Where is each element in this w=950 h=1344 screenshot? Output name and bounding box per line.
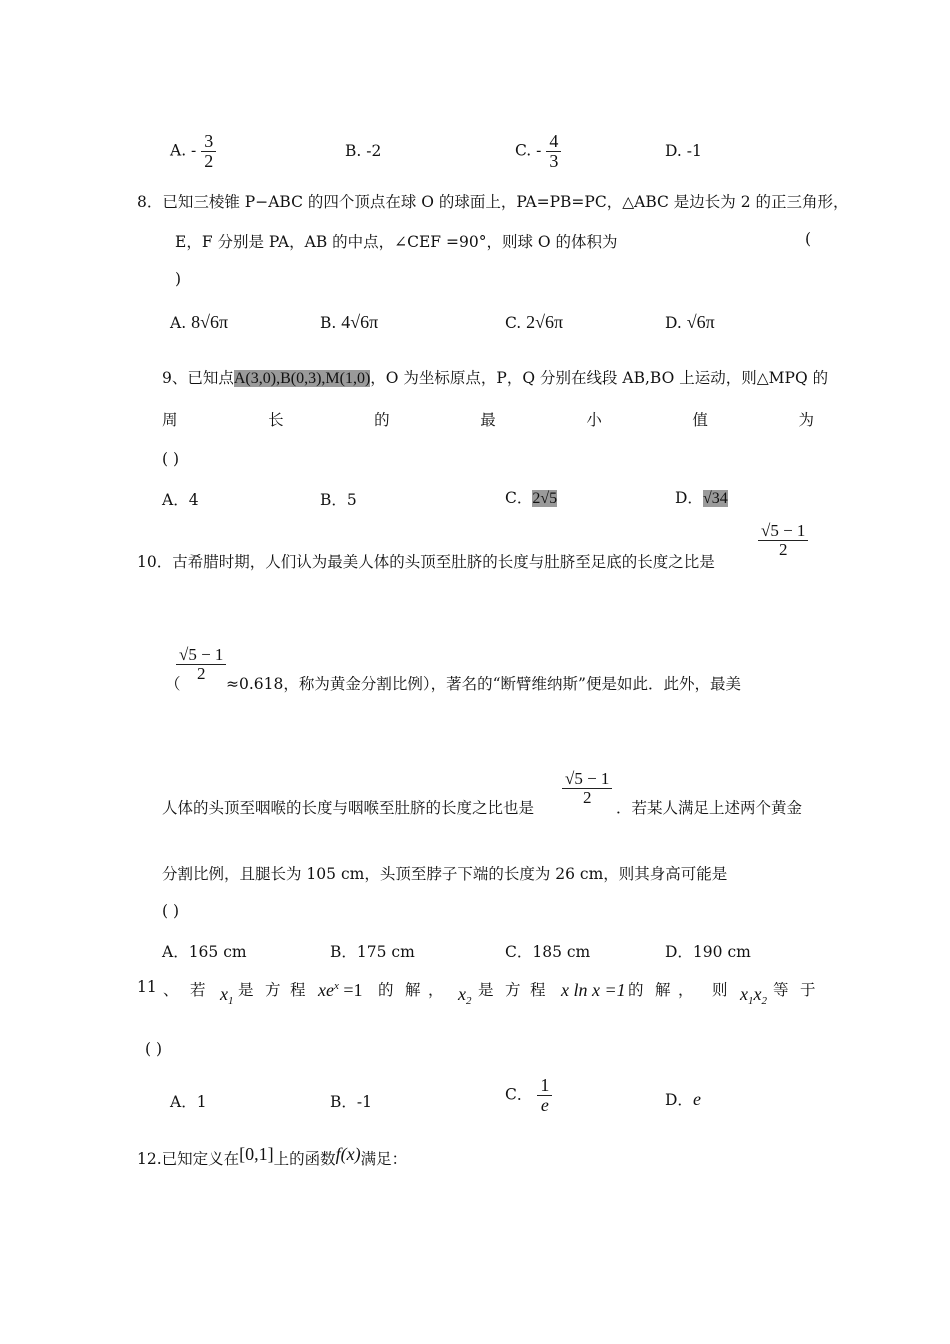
q8-option-c-label: C. <box>505 314 522 332</box>
q11-option-c <box>505 1076 552 1115</box>
q11-cheng: 程 <box>290 981 306 999</box>
q9-option-d-label: D． <box>675 489 703 507</box>
q11-shi-2: 是 <box>478 981 494 999</box>
q10-option-b: B．175 cm <box>330 943 415 961</box>
fraction-numerator: 1 <box>537 1076 552 1096</box>
q8-line1: 8．已知三棱锥 P−ABC 的四个顶点在球 O 的球面上，PA=PB=PC，△ABC 是边长为 2 的正三角形， <box>137 193 849 211</box>
q11-number: 11 <box>137 978 157 996</box>
q10-line4: 分割比例，且腿长为 105 cm，头顶至脖子下端的长度为 26 cm，则其身高可能是 <box>162 865 728 883</box>
q10-line2-open: （ <box>165 675 181 693</box>
q10-paren: ( ) <box>162 902 180 920</box>
q11-x1x2-sub-2: 2 <box>761 995 767 1007</box>
q11-jie-2: 解 <box>655 981 671 999</box>
q8-option-b-label: B. <box>320 314 337 332</box>
fraction-denominator: e <box>540 1094 549 1115</box>
q7-option-a-fraction <box>201 132 216 171</box>
q11-x1x2 <box>740 984 767 1007</box>
q11-x2 <box>458 984 472 1007</box>
q11-x1x2-var-2: x <box>753 984 762 1004</box>
q8-paren-open: ( <box>805 230 812 248</box>
q10-option-c: C．185 cm <box>505 943 591 961</box>
q9-option-d <box>675 486 728 508</box>
q11-de-1: 的 <box>378 981 394 999</box>
fraction-numerator: √5 − 1 <box>758 522 808 541</box>
q9-char: 值 <box>692 411 708 429</box>
q7-option-a-label: A. - <box>170 141 197 160</box>
q11-de-2: 的 <box>628 981 644 999</box>
q11-ruo: 若 <box>190 981 206 999</box>
q12-middle: 上的函数 <box>273 1150 336 1168</box>
q11-shi: 是 <box>238 981 254 999</box>
q11-yu: 于 <box>800 981 816 999</box>
q11-option-d-value: e <box>692 1089 701 1109</box>
q10-line3-tail: ．若某人满足上述两个黄金 <box>616 799 803 817</box>
q8-option-d <box>665 312 715 333</box>
q8-option-b <box>320 312 378 333</box>
q10-line3: 人体的头顶至咽喉的长度与咽喉至肚脐的长度之比也是 <box>162 799 535 817</box>
q7-a-numerator: 3 <box>201 132 216 152</box>
q11-x1-var: x <box>220 984 228 1004</box>
q9-points-highlight: A(3,0),B(0,3),M(1,0) <box>233 370 371 387</box>
q11-equation-1 <box>318 980 363 1001</box>
fraction-numerator: √5 − 1 <box>176 646 226 665</box>
q9-char: 的 <box>374 411 390 429</box>
q7-option-c <box>515 132 561 171</box>
q10-option-d: D．190 cm <box>665 943 751 961</box>
q9-paren: ( ) <box>162 450 180 468</box>
q10-option-a: A．165 cm <box>162 943 247 961</box>
q11-option-a: A．1 <box>170 1093 207 1111</box>
q8-option-c <box>505 312 563 333</box>
q7-a-denominator: 2 <box>204 150 214 171</box>
q11-comma-1: ， <box>428 981 444 999</box>
q7-option-b: B. -2 <box>345 142 382 160</box>
q11-cheng-2: 程 <box>530 981 546 999</box>
q11-option-d <box>665 1088 701 1110</box>
q11-equation-2: x ln x =1 <box>561 980 626 1000</box>
q8-paren-close: ) <box>175 270 182 288</box>
q10-golden-fraction-2 <box>176 646 226 683</box>
q9-option-d-value: √34 <box>702 490 728 507</box>
q12-interval: [0,1] <box>239 1144 274 1164</box>
q9-option-c-label: C． <box>505 489 533 507</box>
q8-line2: E，F 分别是 PA，AB 的中点，∠CEF =90°，则球 O 的体积为 <box>175 233 618 251</box>
q12-suffix: 满足： <box>360 1150 408 1168</box>
q9-suffix: ，O 为坐标原点，P，Q 分别在线段 AB,BO 上运动，则△MPQ 的 <box>370 369 829 387</box>
q10-line1: 10．古希腊时期，人们认为最美人体的头顶至肚脐的长度与肚脐至足底的长度之比是 <box>137 553 715 571</box>
q9-char: 小 <box>586 411 602 429</box>
q8-option-d-label: D. <box>665 314 682 332</box>
q11-option-b: B．-1 <box>330 1093 372 1111</box>
q7-c-numerator: 4 <box>546 132 561 152</box>
q8-option-a <box>170 312 228 333</box>
fraction-denominator: 2 <box>582 787 592 807</box>
q12-prefix: 12.已知定义在 <box>137 1150 240 1168</box>
q11-eq1-sup: x <box>333 980 339 992</box>
q11-paren: ( ) <box>145 1040 163 1058</box>
q12-line <box>137 1144 407 1169</box>
q9-option-c <box>505 486 557 508</box>
q10-golden-fraction-1 <box>758 522 808 559</box>
q11-x1 <box>220 984 234 1007</box>
q8-option-d-value: √6π <box>686 312 715 332</box>
q9-option-c-value: 2√5 <box>532 490 558 507</box>
q8-option-c-value: 2√6π <box>526 312 564 332</box>
q11-x1x2-sub-1: 1 <box>748 995 754 1007</box>
fraction-numerator: √5 − 1 <box>562 770 612 789</box>
fraction-denominator: 2 <box>778 539 788 559</box>
q9-prefix: 9、已知点 <box>162 369 234 387</box>
q7-option-a <box>170 132 216 171</box>
q11-option-d-label: D． <box>665 1091 693 1109</box>
q7-option-d: D. -1 <box>665 142 702 160</box>
q12-function: f(x) <box>335 1144 361 1164</box>
q11-dun: 、 <box>163 981 179 999</box>
q11-x2-sub: 2 <box>466 995 472 1007</box>
q11-x2-var: x <box>458 984 466 1004</box>
q11-option-c-label: C． <box>505 1085 533 1104</box>
q7-option-c-fraction <box>546 132 561 171</box>
q11-eq1-rhs: =1 <box>343 980 363 1000</box>
q8-option-a-value: 8√6π <box>191 312 229 332</box>
q8-option-b-value: 4√6π <box>341 312 379 332</box>
q11-option-c-fraction <box>537 1076 552 1115</box>
q11-jie-1: 解 <box>405 981 421 999</box>
q11-deng: 等 <box>773 981 789 999</box>
q10-line2: ≈0.618，称为黄金分割比例），著名的“断臂维纳斯”便是如此．此外，最美 <box>226 675 741 693</box>
q11-fang-2: 方 <box>505 981 521 999</box>
q9-option-b: B．5 <box>320 491 357 509</box>
q11-ze: 则 <box>712 981 728 999</box>
q9-char: 周 <box>162 411 178 429</box>
q9-option-a: A．4 <box>162 491 199 509</box>
q9-char: 最 <box>480 411 496 429</box>
q9-line1 <box>162 366 828 388</box>
q9-line2 <box>162 408 814 430</box>
fraction-denominator: 2 <box>196 663 206 683</box>
q7-option-c-label: C. - <box>515 141 542 160</box>
q11-x1x2-var-1: x <box>740 984 748 1004</box>
q9-char: 为 <box>798 411 814 429</box>
q7-c-denominator: 3 <box>549 150 559 171</box>
q11-comma-2: ， <box>678 981 694 999</box>
q10-golden-fraction-3 <box>562 770 612 807</box>
q9-char: 长 <box>268 411 284 429</box>
q11-x1-sub: 1 <box>228 995 234 1007</box>
q8-option-a-label: A. <box>170 314 187 332</box>
q11-eq1-lhs: xe <box>318 980 334 1000</box>
q11-fang: 方 <box>265 981 281 999</box>
